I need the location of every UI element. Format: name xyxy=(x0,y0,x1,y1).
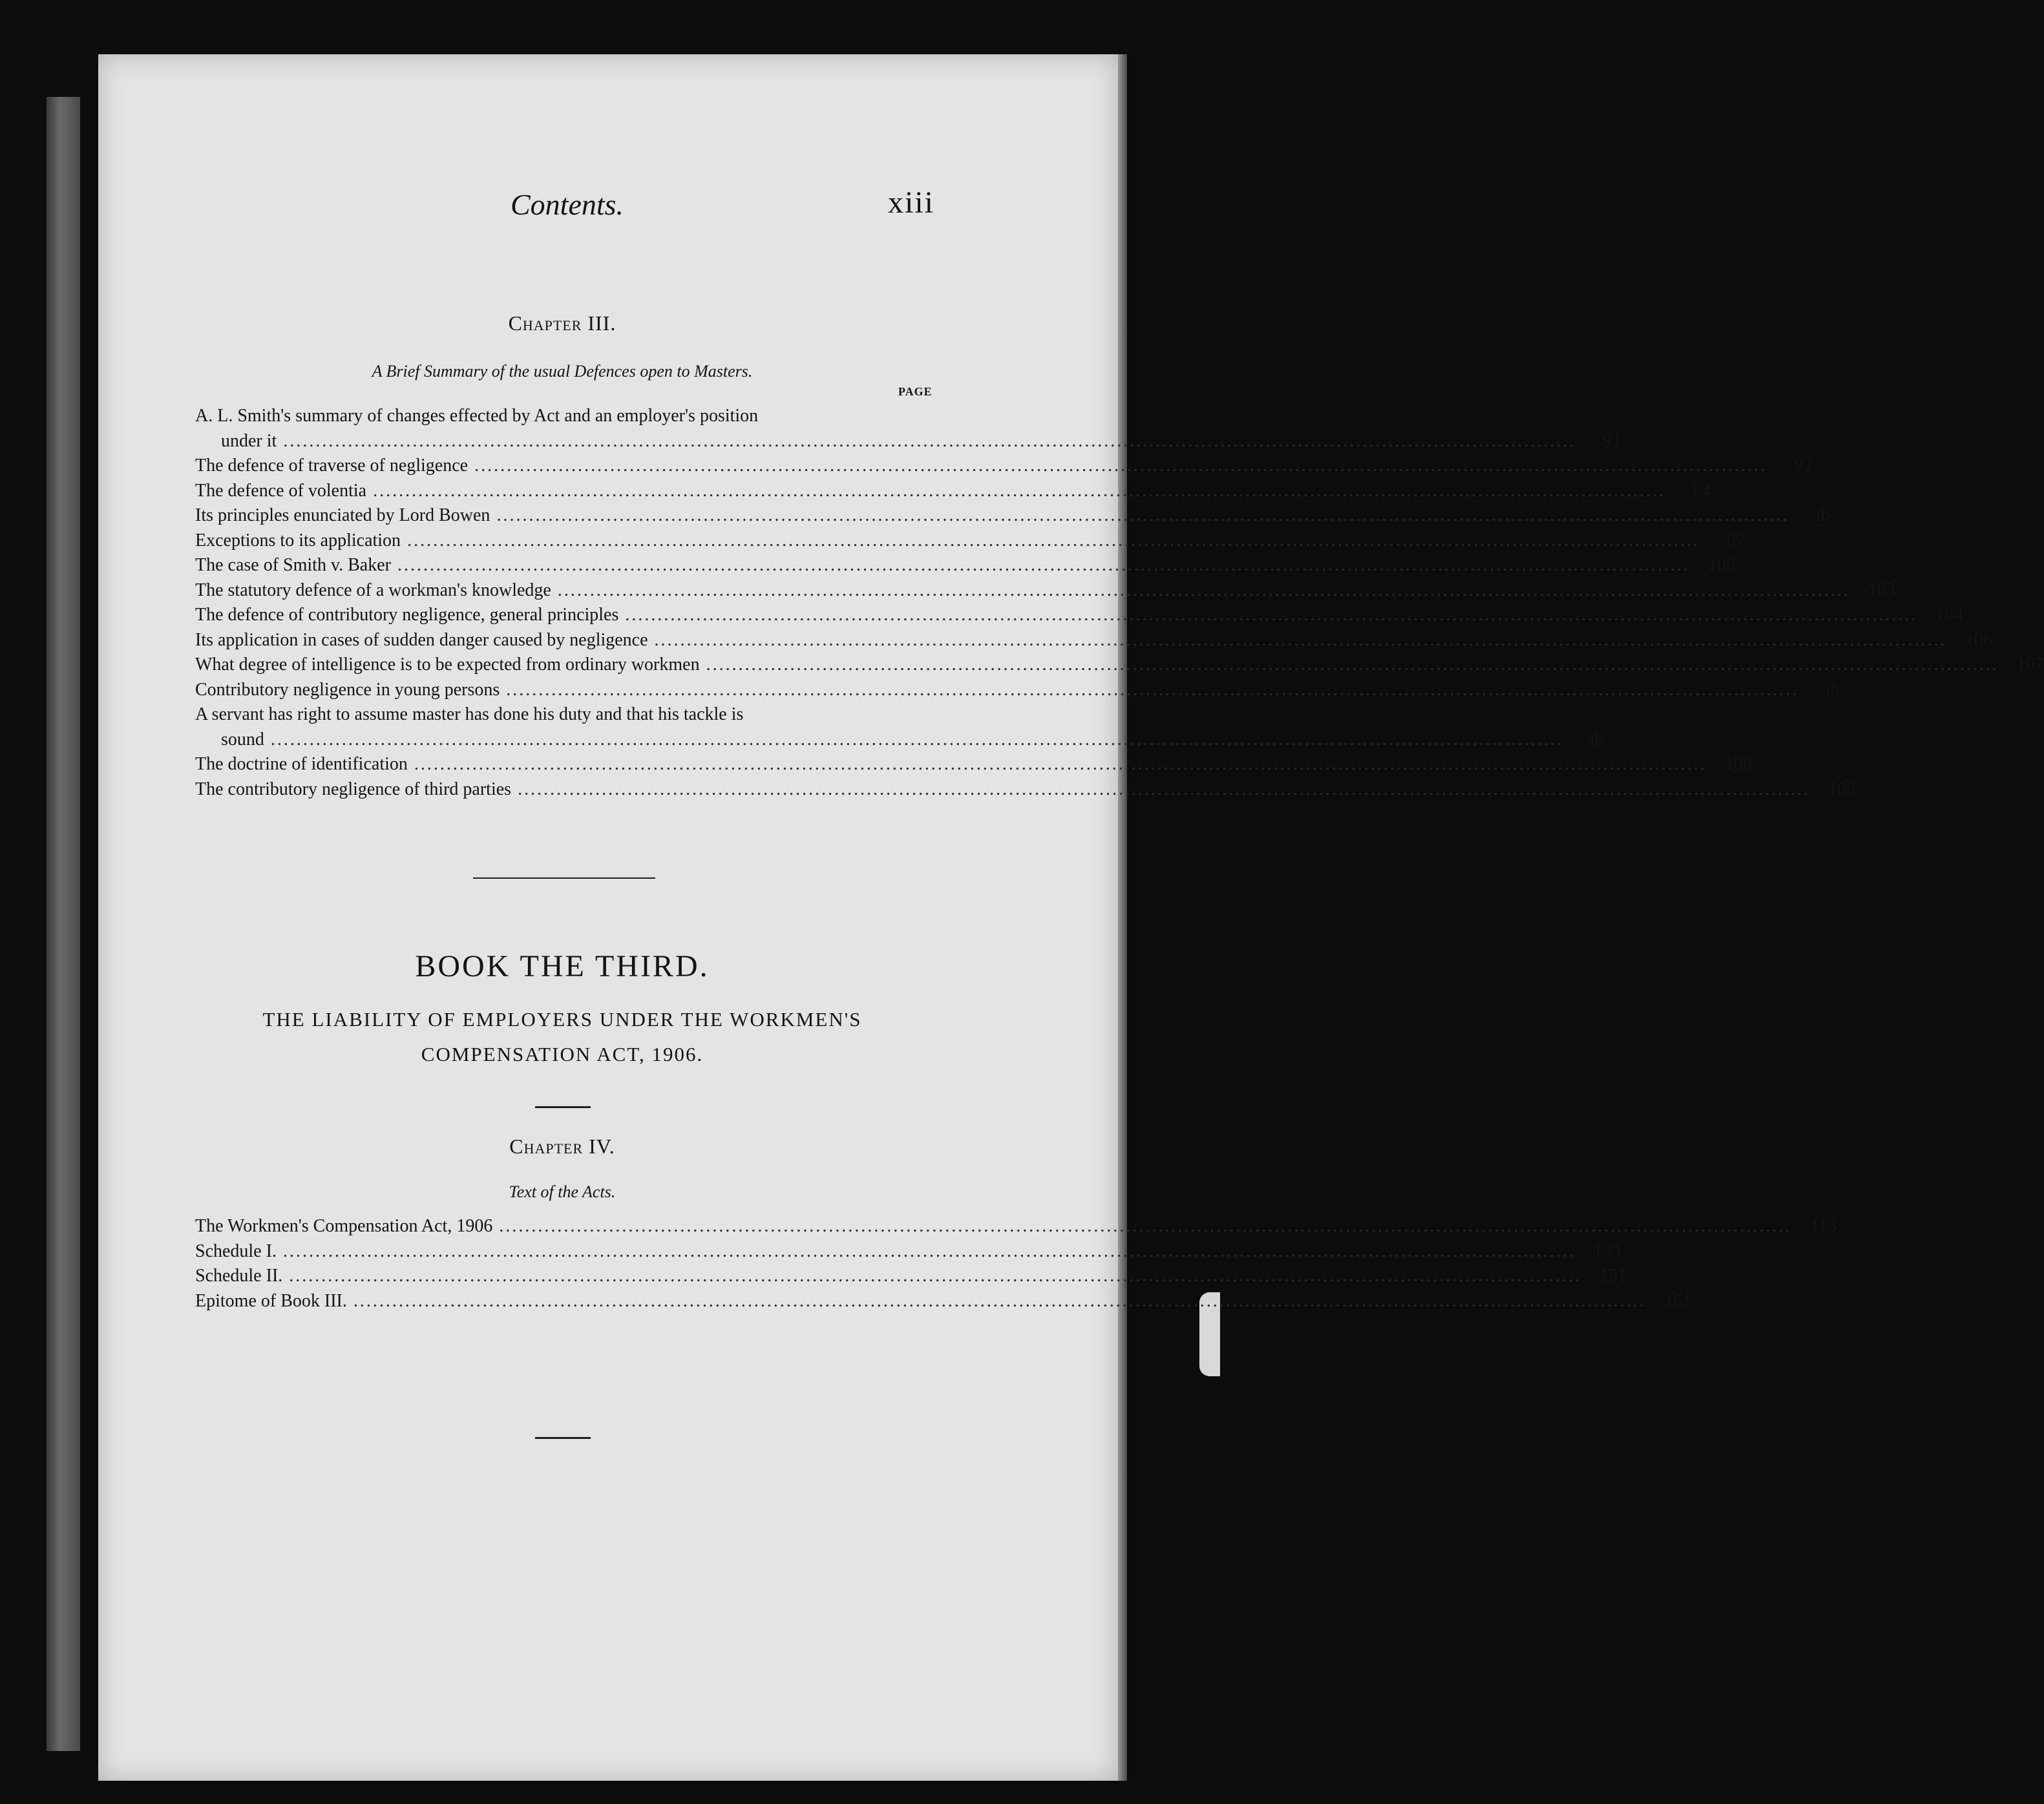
dot-leader: ........................................................................................................................................................................................................ xyxy=(625,605,1918,625)
dot-leader: ........................................................................................................................................................................................................ xyxy=(499,1216,1792,1236)
toc-entry-title: Its application in cases of sudden danger caused by negligence xyxy=(195,629,648,650)
toc-entry xyxy=(195,629,1992,655)
page-number: xiii xyxy=(888,185,935,220)
dot-leader: ........................................................................................................................................................................................................ xyxy=(496,505,1789,525)
closing-rule xyxy=(535,1437,591,1439)
toc-entry-title: The defence of contributory negligence, general principles xyxy=(195,605,619,625)
toc-entry-title: The case of Smith v. Baker xyxy=(195,555,391,575)
toc-entry-page: 113 xyxy=(1810,1216,1837,1236)
chapter-4-heading: Chapter IV. xyxy=(509,1135,615,1158)
toc-entry-page: 100 xyxy=(1707,555,1735,575)
toc-entry xyxy=(195,1290,1691,1316)
toc-entry-page: 151 xyxy=(1599,1266,1627,1286)
toc-entry xyxy=(195,1241,1621,1266)
toc-entry-page: 103 xyxy=(1868,580,1895,600)
toc-entry xyxy=(195,456,1813,481)
toc-entry-page: 106 xyxy=(1965,629,1992,650)
short-rule xyxy=(535,1106,591,1108)
toc-entry-continuation: under it xyxy=(221,430,277,451)
toc-entry-title: The doctrine of identification xyxy=(195,754,408,774)
chapter-3-heading: Chapter III. xyxy=(508,311,616,335)
toc-entry-title: What degree of intelligence is to be expected from ordinary workmen xyxy=(195,655,700,675)
toc-entry-title: Contributory negligence in young persons xyxy=(195,679,500,700)
toc-entry xyxy=(195,505,1835,530)
toc-entry-page: 108 xyxy=(1724,754,1752,774)
dot-leader: ........................................................................................................................................................................................................ xyxy=(289,1266,1582,1286)
toc-entry xyxy=(195,1216,1837,1241)
toc-entry-page: 161 xyxy=(1663,1290,1691,1311)
toc-entry xyxy=(195,530,1745,556)
toc-entry-page: 92 xyxy=(1794,456,1813,476)
book-title: BOOK THE THIRD. xyxy=(415,949,710,983)
toc-entry-title: Its principles enunciated by Lord Bowen xyxy=(195,505,490,525)
toc-entry xyxy=(195,580,1895,605)
chapter-4-title: Text of the Acts. xyxy=(509,1182,616,1201)
dot-leader: ........................................................................................................................................................................................................ xyxy=(407,530,1700,551)
page-column-label: PAGE xyxy=(898,385,932,398)
running-head: Contents. xyxy=(511,188,624,221)
toc-entry-page: 91 xyxy=(1603,430,1621,451)
toc-entry-title: The Workmen's Compensation Act, 1906 xyxy=(195,1216,493,1236)
dot-leader: ........................................................................................................................................................................................................ xyxy=(283,430,1576,451)
toc-entry xyxy=(195,605,1963,630)
toc-entry xyxy=(195,480,1711,506)
chapter-3-contents xyxy=(195,406,2044,804)
toc-entry-title: The defence of traverse of negligence xyxy=(195,456,469,476)
section-divider xyxy=(473,877,655,879)
dot-leader: ........................................................................................................................................................................................................ xyxy=(506,679,1799,700)
toc-entry-title: The statutory defence of a workman's knowledge xyxy=(195,580,551,600)
book-subtitle-line-1: THE LIABILITY OF EMPLOYERS UNDER THE WORKMEN'S xyxy=(262,1008,862,1031)
toc-entry-page: 109 xyxy=(1828,779,1856,799)
dot-leader: ........................................................................................................................................................................................................ xyxy=(474,456,1767,476)
toc-entry xyxy=(195,729,1608,755)
dot-leader: ........................................................................................................................................................................................................ xyxy=(282,1241,1575,1261)
toc-entry-title: A servant has right to assume master has done his duty and that his tackle is xyxy=(195,704,744,724)
toc-entry-page: 139 xyxy=(1593,1241,1621,1261)
chapter-4-contents xyxy=(195,1216,1837,1316)
dot-leader: ........................................................................................................................................................................................................ xyxy=(353,1290,1646,1311)
toc-entry-page: 97 xyxy=(1727,530,1745,551)
toc-entry-title: Schedule II. xyxy=(195,1266,283,1286)
toc-entry-page: 104 xyxy=(1935,605,1963,625)
toc-entry xyxy=(195,430,1621,456)
dot-leader: ........................................................................................................................................................................................................ xyxy=(397,555,1690,575)
dot-leader: ........................................................................................................................................................................................................ xyxy=(557,580,1850,600)
toc-entry-page: ib. xyxy=(1590,729,1608,750)
page-edge-shadow xyxy=(1118,54,1127,1781)
dot-leader: ........................................................................................................................................................................................................ xyxy=(414,754,1707,774)
book-subtitle-line-2: COMPENSATION ACT, 1906. xyxy=(421,1043,704,1065)
toc-entry-continuation: sound xyxy=(221,729,264,750)
toc-entry-title: Exceptions to its application xyxy=(195,530,401,551)
book-spine xyxy=(47,97,80,1751)
toc-entry-title: A. L. Smith's summary of changes effected by Act and an employer's position xyxy=(195,406,759,426)
toc-entry-title: The contributory negligence of third parties xyxy=(195,779,512,799)
toc-entry-title: Schedule I. xyxy=(195,1241,277,1261)
toc-entry-page: ib. xyxy=(1815,505,1835,525)
toc-entry xyxy=(195,679,1844,705)
chapter-3-title: A Brief Summary of the usual Defences open to Masters. xyxy=(372,362,753,381)
toc-entry xyxy=(195,1266,1627,1291)
toc-entry-page: 94 xyxy=(1692,480,1711,501)
toc-entry-title: The defence of volentia xyxy=(195,480,367,501)
dot-leader: ........................................................................................................................................................................................................ xyxy=(518,779,1811,799)
toc-entry-page: 107 xyxy=(2016,655,2044,675)
toc-entry xyxy=(195,655,2044,680)
dot-leader: ........................................................................................................................................................................................................ xyxy=(706,655,1999,675)
dot-leader: ........................................................................................................................................................................................................ xyxy=(373,480,1666,501)
toc-entry xyxy=(195,779,1856,804)
toc-entry-title: Epitome of Book III. xyxy=(195,1290,347,1311)
toc-entry xyxy=(195,754,1752,779)
dot-leader: ........................................................................................................................................................................................................ xyxy=(654,629,1947,650)
toc-entry-page: ib. xyxy=(1825,679,1844,700)
dot-leader: ........................................................................................................................................................................................................ xyxy=(270,729,1563,750)
toc-entry xyxy=(195,555,1735,580)
